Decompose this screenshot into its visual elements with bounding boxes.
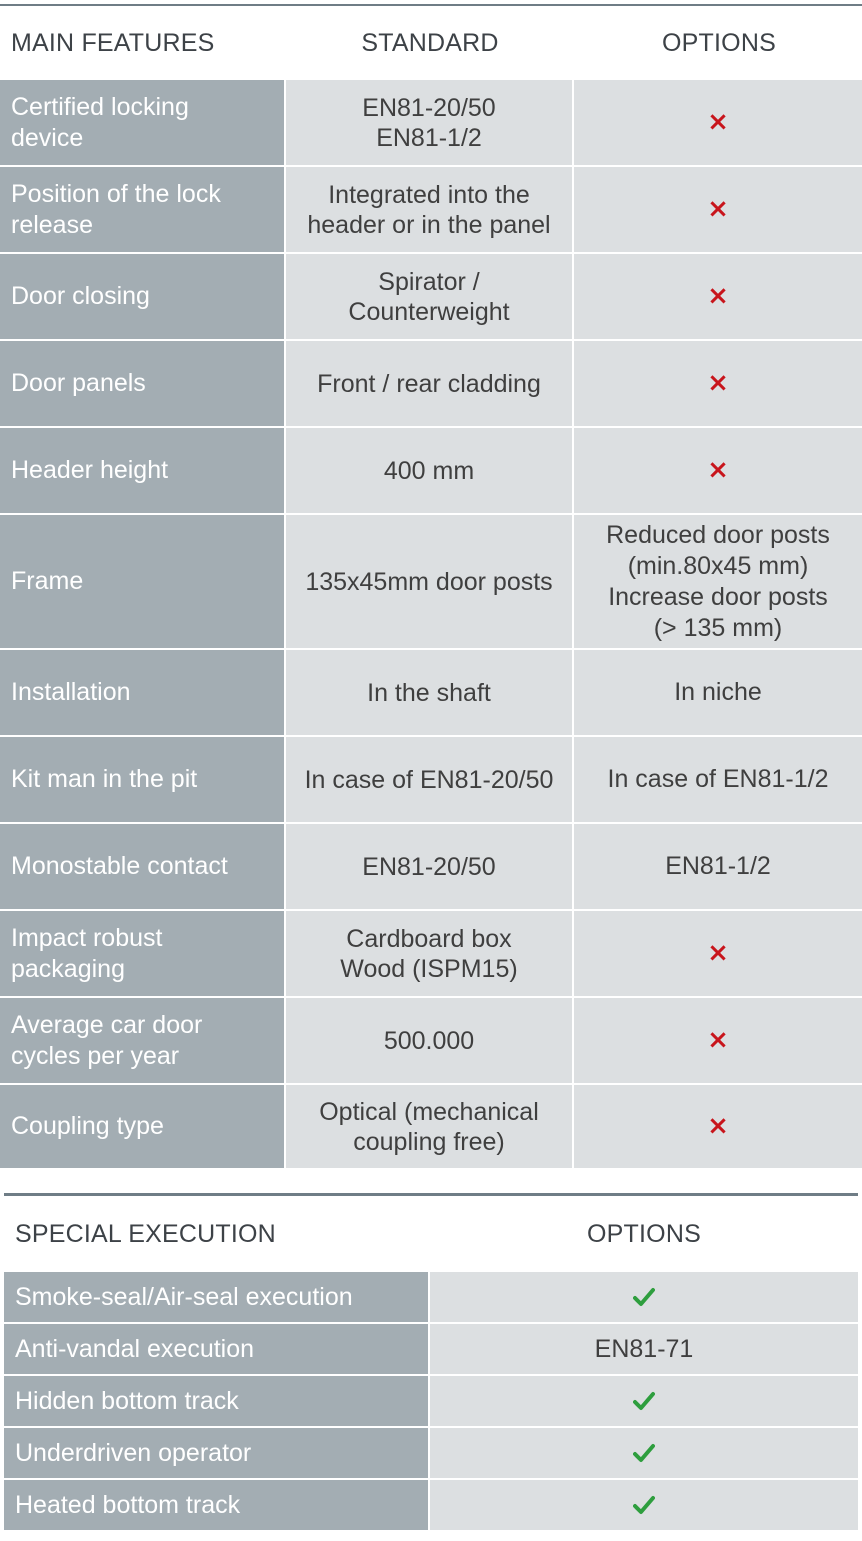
- standard-cell: [286, 650, 574, 735]
- checkmark-icon: [633, 1391, 655, 1411]
- standard-value: In the shaft: [367, 678, 491, 707]
- features-table-header: [0, 6, 862, 80]
- checkmark-icon: [633, 1495, 655, 1515]
- table-row: [0, 254, 862, 339]
- x-mark-icon: ×: [707, 1025, 729, 1055]
- standard-value: EN81-20/50 EN81-1/2: [362, 93, 496, 152]
- special-table-body: [4, 1272, 858, 1530]
- special-feature-label: Smoke-seal/Air-seal execution: [15, 1282, 353, 1311]
- option-text: EN81-71: [594, 1334, 694, 1363]
- table-row: [4, 1272, 858, 1322]
- table-row: [0, 515, 862, 648]
- x-mark-icon: ×: [707, 938, 729, 968]
- standard-cell: [286, 428, 574, 513]
- table-row: [4, 1428, 858, 1478]
- x-mark-icon: ×: [707, 1111, 729, 1141]
- standard-cell: [286, 341, 574, 426]
- special-feature-cell: [4, 1480, 430, 1530]
- standard-value: Optical (mechanical coupling free): [319, 1097, 539, 1156]
- table-row: [4, 1376, 858, 1426]
- table-row: [4, 1324, 858, 1374]
- feature-label: Monostable contact: [11, 852, 228, 880]
- standard-cell: [286, 911, 574, 996]
- options-cell: [574, 341, 862, 426]
- option-text: Reduced door posts (min.80x45 mm) Increase door posts (> 135 mm): [606, 520, 830, 642]
- special-feature-cell: [4, 1324, 430, 1374]
- feature-cell: [0, 998, 286, 1083]
- feature-cell: [0, 824, 286, 909]
- options-cell: [574, 1085, 862, 1168]
- table-row: [0, 80, 862, 165]
- special-feature-cell: [4, 1428, 430, 1478]
- header-special-execution: SPECIAL EXECUTION: [15, 1219, 276, 1248]
- special-feature-label: Heated bottom track: [15, 1490, 241, 1519]
- header-standard: STANDARD: [361, 28, 499, 57]
- standard-value: Front / rear cladding: [317, 369, 541, 398]
- table-row: [0, 650, 862, 735]
- table-row: [4, 1480, 858, 1530]
- options-cell: [574, 515, 862, 648]
- standard-cell: [286, 167, 574, 252]
- feature-cell: [0, 650, 286, 735]
- feature-label: Certified locking device: [11, 92, 189, 152]
- standard-cell: [286, 824, 574, 909]
- feature-cell: [0, 254, 286, 339]
- header-special-options: OPTIONS: [587, 1219, 701, 1248]
- options-cell: [574, 254, 862, 339]
- table-row: [0, 824, 862, 909]
- special-options-cell: [430, 1324, 858, 1374]
- table-row: [0, 737, 862, 822]
- table-row: [0, 911, 862, 996]
- standard-value: Spirator / Counterweight: [348, 267, 510, 326]
- feature-label: Impact robust packaging: [11, 923, 163, 983]
- option-text: In niche: [674, 678, 762, 706]
- feature-label: Kit man in the pit: [11, 765, 198, 793]
- special-table-header: [4, 1196, 858, 1272]
- option-text: In case of EN81-1/2: [607, 765, 829, 793]
- special-feature-label: Hidden bottom track: [15, 1386, 239, 1415]
- standard-cell: [286, 254, 574, 339]
- special-feature-label: Anti-vandal execution: [15, 1334, 255, 1363]
- special-options-cell: [430, 1480, 858, 1530]
- options-cell: [574, 80, 862, 165]
- table-row: [0, 341, 862, 426]
- feature-cell: [0, 80, 286, 165]
- options-cell: [574, 911, 862, 996]
- special-feature-cell: [4, 1376, 430, 1426]
- table-row: [0, 428, 862, 513]
- x-mark-icon: ×: [707, 368, 729, 398]
- standard-cell: [286, 737, 574, 822]
- feature-label: Coupling type: [11, 1112, 164, 1140]
- standard-value: 135x45mm door posts: [305, 567, 553, 596]
- x-mark-icon: ×: [707, 194, 729, 224]
- x-mark-icon: ×: [707, 107, 729, 137]
- special-options-cell: [430, 1272, 858, 1322]
- standard-value: Cardboard box Wood (ISPM15): [340, 924, 518, 983]
- x-mark-icon: ×: [707, 455, 729, 485]
- feature-label: Header height: [11, 456, 169, 484]
- feature-cell: [0, 1085, 286, 1168]
- feature-cell: [0, 515, 286, 648]
- standard-value: 400 mm: [383, 456, 475, 485]
- options-cell: [574, 650, 862, 735]
- options-cell: [574, 428, 862, 513]
- table-row: [0, 167, 862, 252]
- special-feature-label: Underdriven operator: [15, 1438, 252, 1467]
- feature-cell: [0, 167, 286, 252]
- checkmark-icon: [633, 1443, 655, 1463]
- feature-label: Position of the lock release: [11, 179, 221, 239]
- standard-value: Integrated into the header or in the panel: [307, 180, 551, 239]
- feature-cell: [0, 911, 286, 996]
- feature-cell: [0, 428, 286, 513]
- checkmark-icon: [633, 1287, 655, 1307]
- feature-cell: [0, 737, 286, 822]
- standard-value: 500.000: [383, 1026, 475, 1055]
- options-cell: [574, 998, 862, 1083]
- standard-value: EN81-20/50: [362, 852, 496, 881]
- option-text: EN81-1/2: [665, 852, 771, 880]
- special-options-cell: [430, 1428, 858, 1478]
- features-table-body: [0, 80, 862, 1168]
- special-options-cell: [430, 1376, 858, 1426]
- standard-value: In case of EN81-20/50: [304, 765, 554, 794]
- feature-label: Average car door cycles per year: [11, 1010, 203, 1070]
- feature-cell: [0, 341, 286, 426]
- table-row: [0, 1085, 862, 1168]
- header-options: OPTIONS: [662, 28, 776, 57]
- feature-label: Door closing: [11, 282, 150, 310]
- feature-label: Frame: [11, 567, 84, 595]
- special-feature-cell: [4, 1272, 430, 1322]
- header-main-features: MAIN FEATURES: [11, 28, 215, 57]
- table-row: [0, 998, 862, 1083]
- standard-cell: [286, 515, 574, 648]
- options-cell: [574, 167, 862, 252]
- standard-cell: [286, 1085, 574, 1168]
- options-cell: [574, 737, 862, 822]
- feature-label: Door panels: [11, 369, 146, 397]
- feature-label: Installation: [11, 678, 131, 706]
- standard-cell: [286, 998, 574, 1083]
- x-mark-icon: ×: [707, 281, 729, 311]
- standard-cell: [286, 80, 574, 165]
- options-cell: [574, 824, 862, 909]
